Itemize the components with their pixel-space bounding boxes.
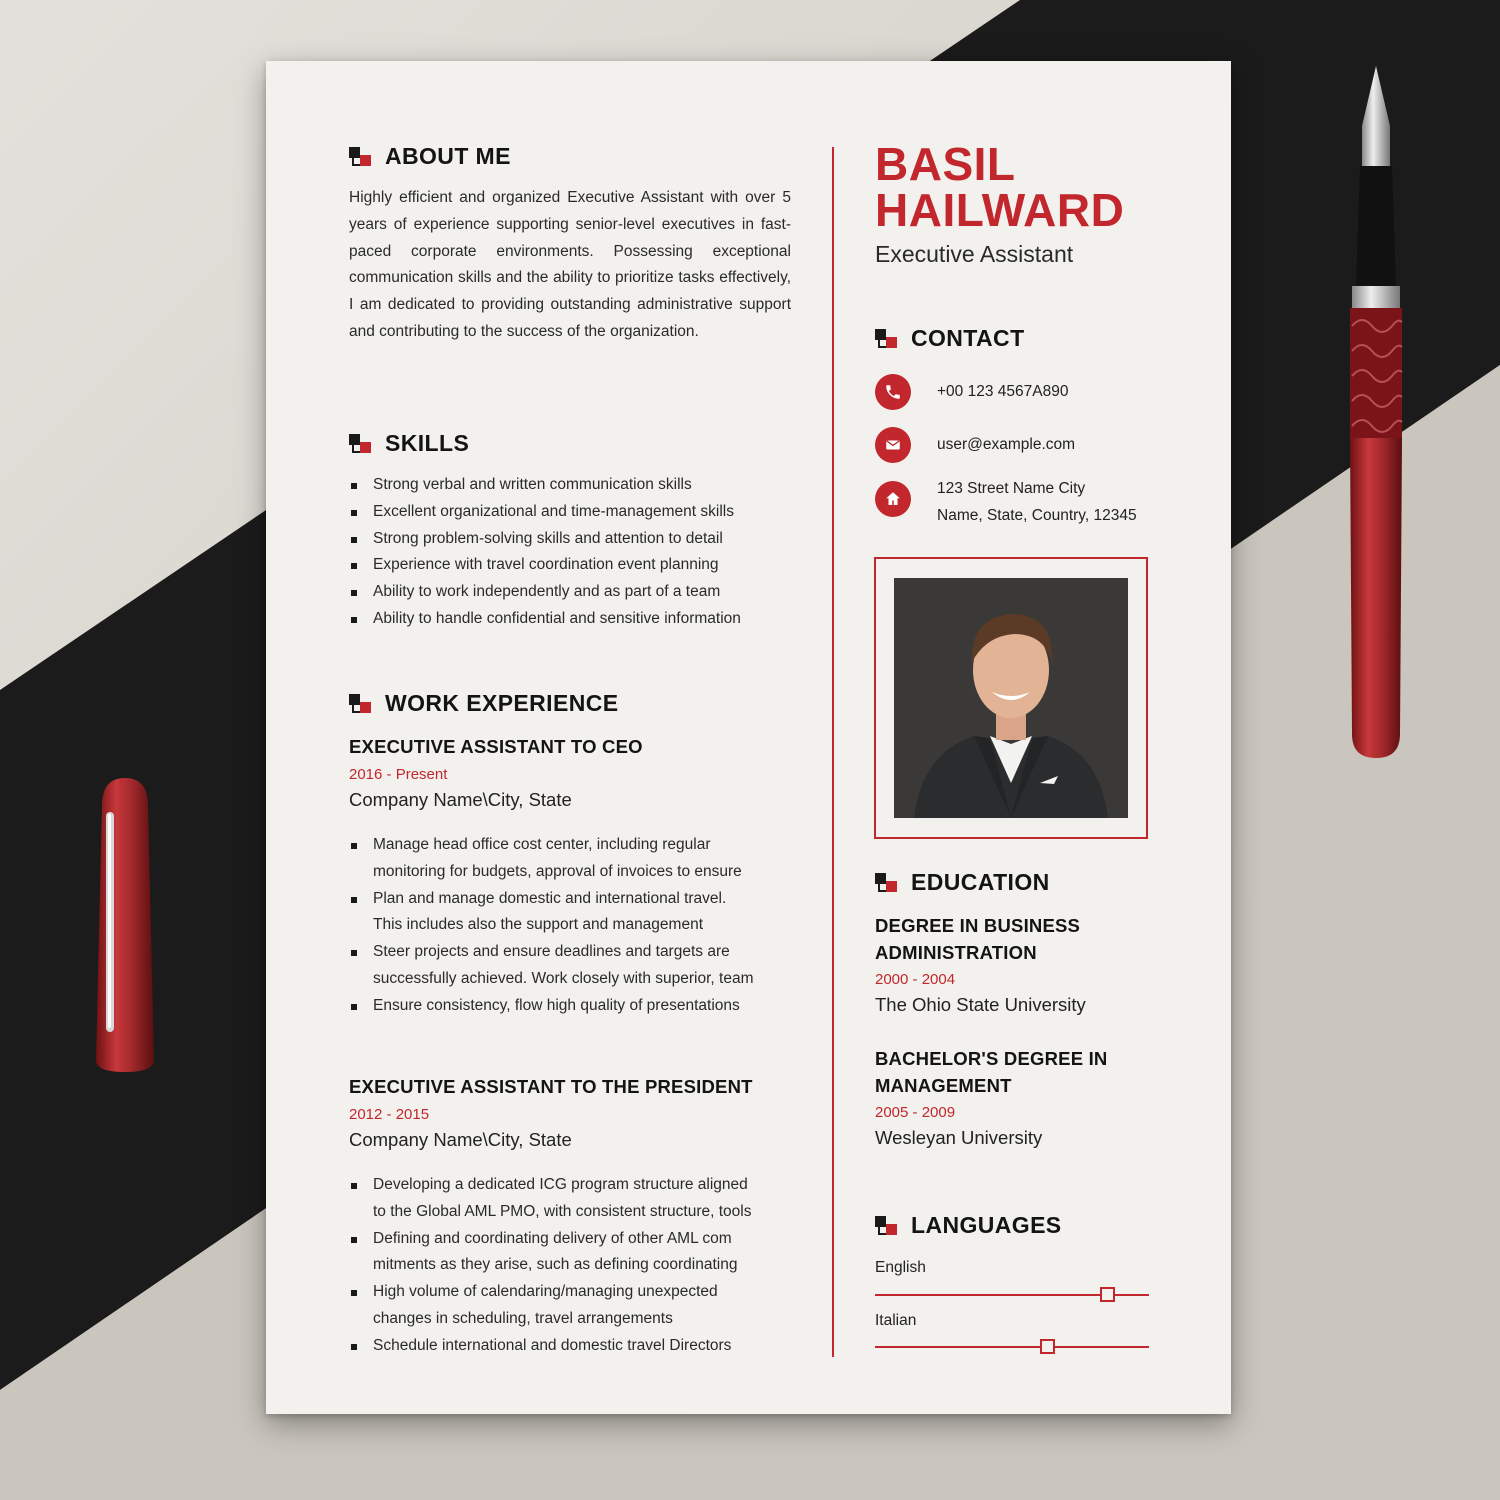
job-bullet-continued: to the Global AML PMO, with consistent structure, tools	[373, 1202, 752, 1220]
profile-photo	[894, 578, 1128, 818]
contact-title: CONTACT	[911, 325, 1025, 351]
last-name: HAILWARD	[875, 184, 1125, 236]
education-title: EDUCATION	[911, 869, 1050, 895]
skills-title: SKILLS	[385, 430, 470, 456]
degree-dates: 2000 - 2004	[875, 971, 956, 988]
first-name: BASIL	[875, 138, 1016, 190]
email-icon	[875, 427, 911, 463]
portrait-illustration	[894, 578, 1128, 818]
school-name: The Ohio State University	[875, 994, 1086, 1015]
job-bullet: Steer projects and ensure deadlines and targets are	[349, 939, 753, 966]
skill-item: Excellent organizational and time-management skills	[349, 499, 741, 526]
job-bullet: Defining and coordinating delivery of other AML com	[349, 1226, 751, 1253]
about-title: ABOUT ME	[385, 143, 511, 169]
candidate-role: Executive Assistant	[875, 241, 1074, 267]
job-bullet-continued: successfully achieved. Work closely with superior, team	[373, 969, 754, 987]
section-marker-icon	[875, 329, 897, 351]
skill-item: Ability to handle confidential and sensitive information	[349, 606, 741, 633]
job-bullet: Developing a dedicated ICG program structure aligned	[349, 1172, 751, 1199]
job-bullet: Ensure consistency, flow high quality of presentations	[349, 993, 753, 1020]
phone-icon	[875, 374, 911, 410]
address-line-2: Name, State, Country, 12345	[937, 507, 1137, 524]
job-dates: 2012 - 2015	[349, 1106, 430, 1123]
job-bullets	[349, 1172, 751, 1360]
section-marker-icon	[875, 1216, 897, 1238]
section-marker-icon	[349, 434, 371, 456]
section-marker-icon	[349, 147, 371, 169]
pen-cap-image	[92, 778, 158, 1072]
job-company: Company Name\City, State	[349, 789, 572, 810]
home-icon	[875, 481, 911, 517]
degree-line: BACHELOR'S DEGREE IN	[875, 1048, 1108, 1069]
skill-item: Ability to work independently and as part of a team	[349, 579, 741, 606]
job-dates: 2016 - Present	[349, 766, 448, 783]
job-bullets	[349, 832, 753, 1020]
job-bullet: Schedule international and domestic travel Directors	[349, 1333, 751, 1360]
address-line-1: 123 Street Name City	[937, 480, 1086, 497]
degree-title	[875, 912, 1080, 966]
language-name: Italian	[875, 1312, 917, 1329]
column-divider	[832, 147, 834, 1357]
skill-item: Experience with travel coordination event planning	[349, 552, 741, 579]
skill-item: Strong problem-solving skills and attention to detail	[349, 526, 741, 553]
languages-title: LANGUAGES	[911, 1212, 1062, 1238]
job-company: Company Name\City, State	[349, 1129, 572, 1150]
section-marker-icon	[875, 873, 897, 895]
section-marker-icon	[349, 694, 371, 716]
job-title: EXECUTIVE ASSISTANT TO THE PRESIDENT	[349, 1076, 753, 1097]
skills-list	[349, 472, 741, 633]
language-level-track	[875, 1346, 1149, 1348]
candidate-name	[875, 138, 1125, 236]
job-title: EXECUTIVE ASSISTANT TO CEO	[349, 736, 643, 757]
about-text: Highly efficient and organized Executive Assistant with over 5 years of experience supporting senior-level executives in fast-paced corporate environments. Possessing exceptional communication skills and the ability to prioritize tasks effectively, I am dedicated to providing outstanding administrative support and contributing to the success of the organization.	[349, 189, 791, 340]
school-name: Wesleyan University	[875, 1127, 1043, 1148]
language-level-handle[interactable]	[1100, 1287, 1115, 1302]
job-bullet: Plan and manage domestic and international travel.	[349, 886, 753, 913]
skill-item: Strong verbal and written communication skills	[349, 472, 741, 499]
degree-line: ADMINISTRATION	[875, 942, 1037, 963]
language-name: English	[875, 1259, 926, 1276]
work-title: WORK EXPERIENCE	[385, 690, 619, 716]
degree-dates: 2005 - 2009	[875, 1104, 956, 1121]
degree-title	[875, 1045, 1107, 1099]
address	[937, 475, 1137, 529]
job-bullet: High volume of calendaring/managing unexpected	[349, 1279, 751, 1306]
degree-line: DEGREE IN BUSINESS	[875, 915, 1081, 936]
job-bullet-continued: mitments as they arise, such as defining coordinating	[373, 1256, 738, 1274]
degree-line: MANAGEMENT	[875, 1075, 1012, 1096]
fountain-pen-image	[1338, 66, 1414, 758]
job-bullet: Manage head office cost center, including regular	[349, 832, 753, 859]
resume-sheet	[266, 61, 1231, 1414]
job-bullet-continued: changes in scheduling, travel arrangements	[373, 1309, 673, 1327]
email-address: user@example.com	[937, 436, 1076, 453]
job-bullet-continued: monitoring for budgets, approval of invoices to ensure	[373, 862, 742, 880]
phone-number: +00 123 4567A890	[937, 383, 1069, 400]
language-level-handle[interactable]	[1040, 1339, 1055, 1354]
job-bullet-continued: This includes also the support and management	[373, 916, 704, 934]
